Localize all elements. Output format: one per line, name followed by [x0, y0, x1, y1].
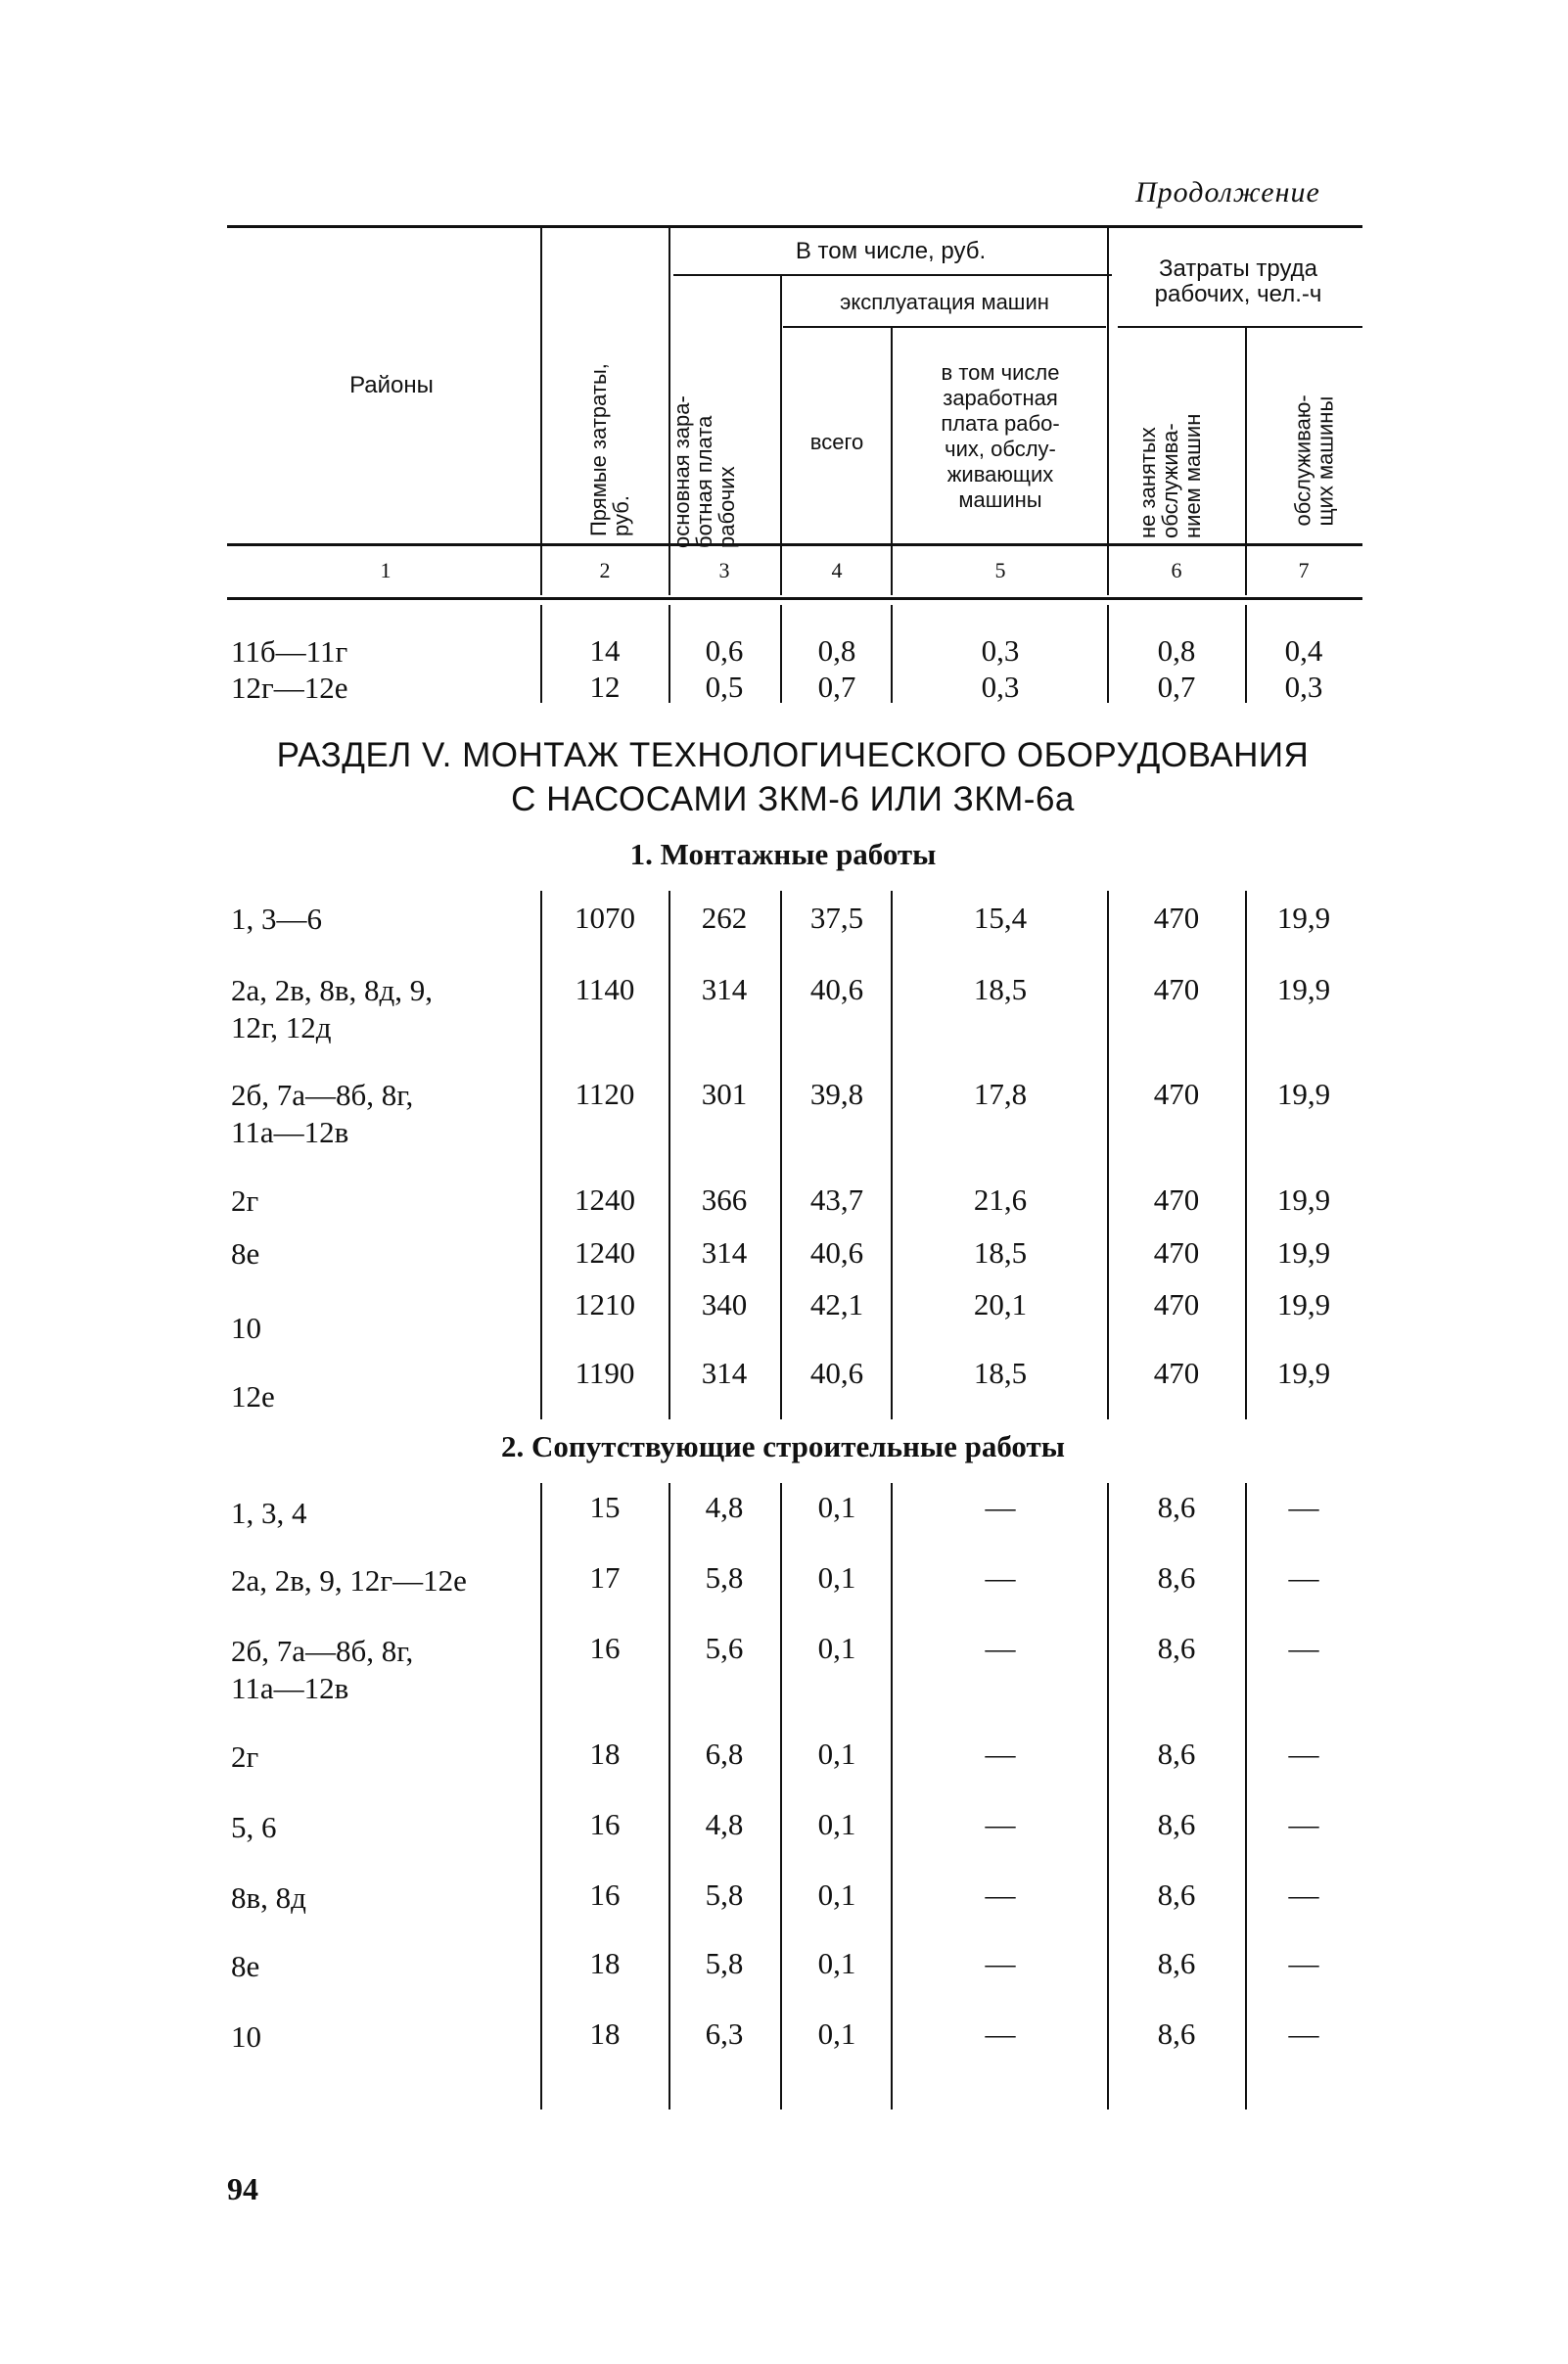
- cell-col4: 40,6: [809, 1356, 864, 1390]
- cell-col5: 0,3: [981, 633, 1020, 668]
- cont-vline-3: [780, 605, 782, 703]
- cell-col7: 19,9: [1276, 1287, 1331, 1321]
- part1-title: 1. Монтажные работы: [629, 837, 937, 871]
- cell-col4: 40,6: [809, 972, 864, 1006]
- row-region: 5, 6: [231, 1810, 277, 1844]
- cell-col7: —: [1288, 1877, 1319, 1912]
- header-rule-labor: [1118, 326, 1362, 328]
- cell-col2: 17: [589, 1560, 621, 1595]
- cell-col5: 18,5: [973, 972, 1028, 1006]
- cell-col3: 5,6: [705, 1631, 744, 1665]
- p2-vline-2: [669, 1483, 670, 2109]
- cell-col5: 18,5: [973, 1356, 1028, 1390]
- cell-col7: —: [1288, 1490, 1319, 1524]
- cell-col3: 262: [701, 901, 748, 935]
- cell-col5: —: [985, 1737, 1016, 1771]
- p1-vline-1: [540, 891, 542, 1419]
- section-title-line2: С НАСОСАМИ ЗКМ-6 ИЛИ ЗКМ-6а: [511, 780, 1075, 818]
- cell-col6: 0,8: [1157, 633, 1196, 668]
- cell-col4: 0,1: [817, 1877, 856, 1912]
- p1-vline-5: [1107, 891, 1109, 1419]
- cell-col2: 1240: [575, 1182, 635, 1217]
- row-region: 2б, 7а—8б, 8г, 11а—12в: [231, 1078, 414, 1149]
- cont-vline-1: [540, 605, 542, 703]
- cell-col6: 0,7: [1157, 670, 1196, 704]
- cell-col4: 0,1: [817, 2016, 856, 2051]
- colnum-7: 7: [1298, 558, 1310, 582]
- p2-vline-4: [891, 1483, 893, 2109]
- cell-col2: 1120: [575, 1077, 635, 1111]
- row-region: 12е: [231, 1379, 275, 1414]
- row-region: 1, 3—6: [231, 902, 322, 936]
- header-col3: основная зара- ботная плата рабочих: [669, 395, 739, 548]
- cell-col2: 1190: [575, 1356, 635, 1390]
- cell-col5: —: [985, 1490, 1016, 1524]
- colnum-2: 2: [599, 558, 611, 582]
- cell-col6: 8,6: [1157, 1946, 1196, 1980]
- p1-vline-3: [780, 891, 782, 1419]
- row-region: 10: [231, 1311, 261, 1345]
- cell-col4: 0,1: [817, 1807, 856, 1841]
- cell-col2: 18: [589, 1737, 621, 1771]
- header-col6: не занятых обслужива- нием машин: [1135, 413, 1205, 538]
- cell-col6: 8,6: [1157, 1490, 1196, 1524]
- colnum-5: 5: [994, 558, 1006, 582]
- p2-vline-3: [780, 1483, 782, 2109]
- cell-col5: —: [985, 1807, 1016, 1841]
- cell-col4: 39,8: [809, 1077, 864, 1111]
- cell-col6: 8,6: [1157, 1807, 1196, 1841]
- cell-col4: 0,1: [817, 1631, 856, 1665]
- header-col5: в том числе заработная плата рабо- чих, обслу- живающих машины: [941, 360, 1060, 512]
- cell-col2: 12: [589, 670, 621, 704]
- cell-col5: 0,3: [981, 670, 1020, 704]
- cell-col3: 0,6: [705, 633, 744, 668]
- cell-col5: —: [985, 2016, 1016, 2051]
- cell-col4: 40,6: [809, 1235, 864, 1270]
- p1-vline-4: [891, 891, 893, 1419]
- cell-col2: 16: [589, 1877, 621, 1912]
- header-group-machine-operation: эксплуатация машин: [840, 290, 1049, 314]
- cell-col7: 0,4: [1284, 633, 1323, 668]
- cell-col5: 18,5: [973, 1235, 1028, 1270]
- cell-col6: 8,6: [1157, 1737, 1196, 1771]
- colnum-4: 4: [831, 558, 843, 582]
- header-bottom-rule: [227, 543, 1362, 546]
- cell-col6: 470: [1153, 1235, 1200, 1270]
- cell-col7: —: [1288, 1737, 1319, 1771]
- colnum-6: 6: [1171, 558, 1182, 582]
- cell-col7: 19,9: [1276, 1356, 1331, 1390]
- row-region: 8в, 8д: [231, 1880, 306, 1915]
- cell-col6: 470: [1153, 901, 1200, 935]
- cell-col7: 19,9: [1276, 901, 1331, 935]
- cell-col2: 1210: [575, 1287, 635, 1321]
- cell-col6: 470: [1153, 1356, 1200, 1390]
- cell-col7: 19,9: [1276, 1235, 1331, 1270]
- row-region: 10: [231, 2019, 261, 2054]
- cell-col3: 0,5: [705, 670, 744, 704]
- continued-label: Продолжение: [1135, 176, 1320, 209]
- cell-col5: —: [985, 1946, 1016, 1980]
- cell-col2: 1070: [575, 901, 635, 935]
- header-vline-6: [1245, 328, 1247, 595]
- p1-vline-2: [669, 891, 670, 1419]
- header-col4: всего: [809, 430, 864, 454]
- header-vline-3: [780, 276, 782, 595]
- cell-col7: 19,9: [1276, 972, 1331, 1006]
- cell-col7: 0,3: [1284, 670, 1323, 704]
- cell-col5: 20,1: [973, 1287, 1028, 1321]
- colnum-3: 3: [718, 558, 730, 582]
- cell-col5: 21,6: [973, 1182, 1028, 1217]
- cell-col2: 15: [589, 1490, 621, 1524]
- cell-col5: —: [985, 1560, 1016, 1595]
- cell-col3: 314: [701, 1356, 748, 1390]
- header-vline-5: [1107, 227, 1109, 595]
- cell-col2: 1240: [575, 1235, 635, 1270]
- cell-col5: —: [985, 1631, 1016, 1665]
- p1-vline-6: [1245, 891, 1247, 1419]
- p2-vline-5: [1107, 1483, 1109, 2109]
- section-title-line1: РАЗДЕЛ V. МОНТАЖ ТЕХНОЛОГИЧЕСКОГО ОБОРУДОВАНИЯ: [276, 736, 1310, 774]
- cell-col7: —: [1288, 1807, 1319, 1841]
- cell-col2: 18: [589, 2016, 621, 2051]
- header-col7: обслуживаю- щих машины: [1290, 394, 1338, 527]
- cell-col7: 19,9: [1276, 1182, 1331, 1217]
- cell-col6: 8,6: [1157, 1560, 1196, 1595]
- cell-col2: 16: [589, 1807, 621, 1841]
- cell-col3: 5,8: [705, 1560, 744, 1595]
- cell-col6: 470: [1153, 1077, 1200, 1111]
- header-rule-group: [673, 274, 1112, 276]
- cell-col7: —: [1288, 2016, 1319, 2051]
- page-number: 94: [227, 2171, 258, 2206]
- cell-col4: 42,1: [809, 1287, 864, 1321]
- header-col1: Районы: [349, 372, 434, 398]
- cell-col3: 314: [701, 1235, 748, 1270]
- colnum-1: 1: [380, 558, 392, 582]
- cell-col7: —: [1288, 1631, 1319, 1665]
- part2-title: 2. Сопутствующие строительные работы: [501, 1429, 1065, 1463]
- cell-col2: 18: [589, 1946, 621, 1980]
- cell-col4: 37,5: [809, 901, 864, 935]
- header-group-labor: Затраты труда рабочих, чел.-ч: [1154, 255, 1322, 307]
- p2-vline-1: [540, 1483, 542, 2109]
- cell-col3: 6,8: [705, 1737, 744, 1771]
- cont-vline-4: [891, 605, 893, 703]
- cell-col3: 4,8: [705, 1490, 744, 1524]
- header-vline-4: [891, 328, 893, 595]
- cell-col3: 4,8: [705, 1807, 744, 1841]
- cell-col4: 0,1: [817, 1560, 856, 1595]
- row-region: 2б, 7а—8б, 8г, 11а—12в: [231, 1634, 414, 1705]
- cell-col3: 366: [701, 1182, 748, 1217]
- cell-col4: 0,7: [817, 670, 856, 704]
- cell-col4: 0,1: [817, 1737, 856, 1771]
- cell-col3: 314: [701, 972, 748, 1006]
- cell-col3: 340: [701, 1287, 748, 1321]
- cell-col2: 16: [589, 1631, 621, 1665]
- row-region: 1, 3, 4: [231, 1496, 307, 1530]
- cell-col3: 301: [701, 1077, 748, 1111]
- cont-vline-5: [1107, 605, 1109, 703]
- cell-col6: 8,6: [1157, 2016, 1196, 2051]
- row-region: 8е: [231, 1949, 260, 1983]
- cell-col7: —: [1288, 1560, 1319, 1595]
- cell-col6: 8,6: [1157, 1631, 1196, 1665]
- cell-col6: 470: [1153, 1287, 1200, 1321]
- p2-vline-6: [1245, 1483, 1247, 2109]
- header-top-rule: [227, 225, 1362, 228]
- cell-col6: 470: [1153, 972, 1200, 1006]
- cell-col6: 8,6: [1157, 1877, 1196, 1912]
- cont-vline-2: [669, 605, 670, 703]
- cell-col5: 17,8: [973, 1077, 1028, 1111]
- row-region: 12г—12е: [231, 671, 348, 705]
- cont-vline-6: [1245, 605, 1247, 703]
- cell-col7: 19,9: [1276, 1077, 1331, 1111]
- cell-col6: 470: [1153, 1182, 1200, 1217]
- row-region: 2а, 2в, 9, 12г—12е: [231, 1563, 467, 1598]
- cell-col3: 5,8: [705, 1877, 744, 1912]
- row-region: 8е: [231, 1236, 260, 1271]
- cell-col3: 6,3: [705, 2016, 744, 2051]
- row-region: 11б—11г: [231, 634, 348, 669]
- row-region: 2а, 2в, 8в, 8д, 9, 12г, 12д: [231, 973, 434, 1044]
- cell-col3: 5,8: [705, 1946, 744, 1980]
- cell-col5: 15,4: [973, 901, 1028, 935]
- header-rule-machines: [783, 326, 1106, 328]
- header-col2: Прямые затраты, руб.: [586, 363, 633, 536]
- header-vline-1: [540, 227, 542, 595]
- cell-col4: 0,1: [817, 1490, 856, 1524]
- row-region: 2г: [231, 1183, 259, 1218]
- row-region: 2г: [231, 1739, 259, 1774]
- cell-col2: 1140: [575, 972, 635, 1006]
- cell-col4: 0,8: [817, 633, 856, 668]
- cell-col4: 43,7: [809, 1182, 864, 1217]
- cell-col4: 0,1: [817, 1946, 856, 1980]
- cell-col7: —: [1288, 1946, 1319, 1980]
- header-group-in-that-number: В том числе, руб.: [795, 238, 987, 264]
- cell-col2: 14: [589, 633, 621, 668]
- cell-col5: —: [985, 1877, 1016, 1912]
- colnum-bottom-rule: [227, 597, 1362, 600]
